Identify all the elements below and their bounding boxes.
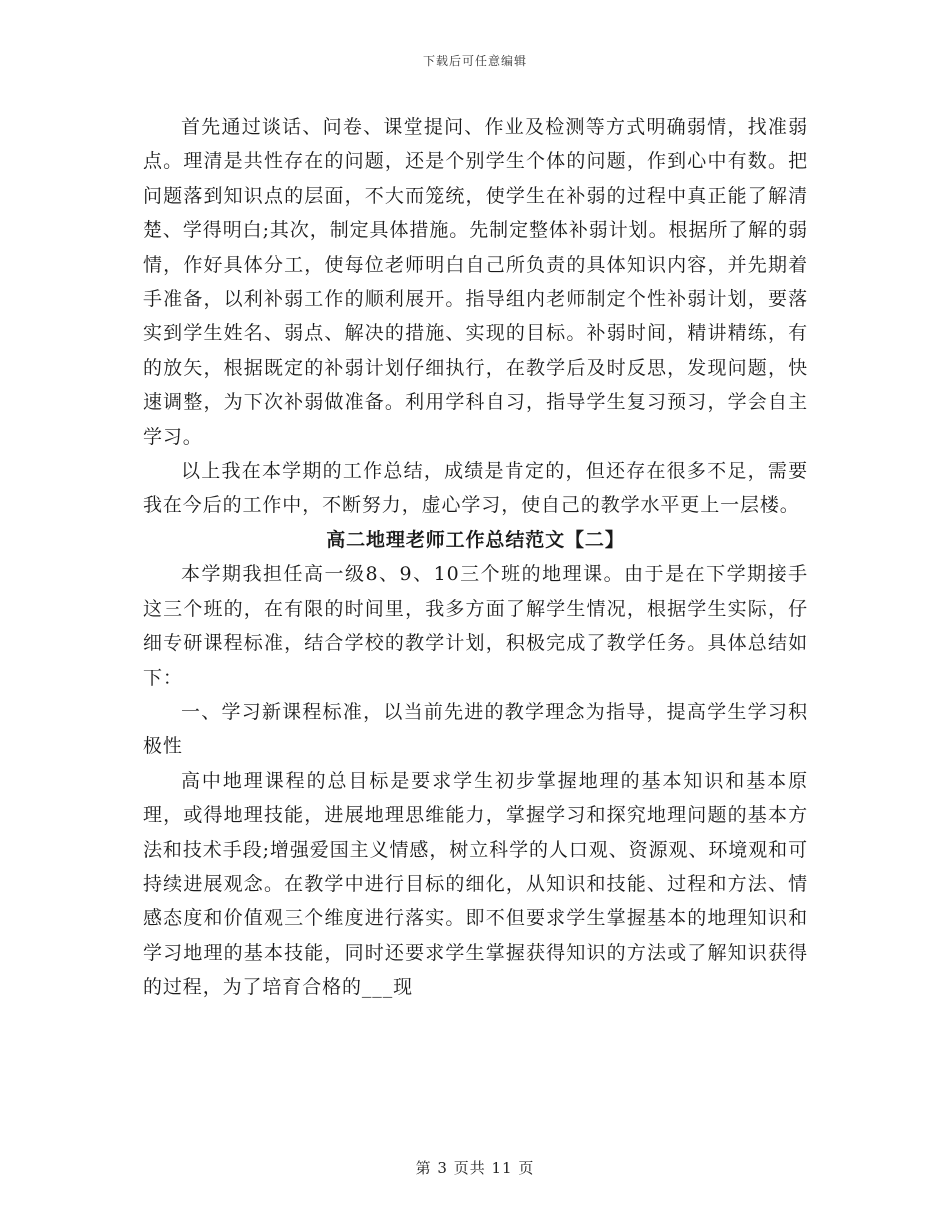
- paragraph: 一、学习新课程标准，以当前先进的教学理念为指导，提高学生学习积极性: [143, 700, 808, 758]
- document-body: [143, 110, 808, 1005]
- page-header: 下载后可任意编辑: [422, 54, 527, 68]
- paragraph: 高中地理课程的总目标是要求学生初步掌握地理的基本知识和基本原理，或得地理技能，进展地理思维能力，掌握学习和探究地理问题的基本方法和技术手段;增强爱国主义情感，树立科学的人口观、资源观、环境观和可持续进展观念。在教学中进行目标的细化，从知识和技能、过程和方法、情感态度和价值观三个维度进行落实。即不但要求学生掌握基本的地理知识和学习地理的基本技能，同时还要求学生掌握获得知识的方法或了解知识获得的过程，为了培育合格的___现: [143, 769, 808, 999]
- paragraph: 本学期我担任高一级8、9、10三个班的地理课。由于是在下学期接手这三个班的，在有限的时间里，我多方面了解学生情况，根据学生实际，仔细专研课程标准，结合学校的教学计划，积极完成了教学任务。具体总结如下：: [143, 563, 808, 689]
- page-footer: 第 3 页共 11 页: [415, 1159, 535, 1177]
- section-title: 高二地理老师工作总结范文【二】: [326, 528, 625, 551]
- paragraph: 首先通过谈话、问卷、课堂提问、作业及检测等方式明确弱情，找准弱点。理清是共性存在的问题，还是个别学生个体的问题，作到心中有数。把问题落到知识点的层面，不大而笼统，使学生在补弱的过程中真正能了解清楚、学得明白;其次，制定具体措施。先制定整体补弱计划。根据所了解的弱情，作好具体分工，使每位老师明白自己所负责的具体知识内容，并先期着手准备，以利补弱工作的顺利展开。指导组内老师制定个性补弱计划，要落实到学生姓名、弱点、解决的措施、实现的目标。补弱时间，精讲精练，有的放矢，根据既定的补弱计划仔细执行，在教学后及时反思，发现问题，快速调整，为下次补弱做准备。利用学科自习，指导学生复习预习，学会自主学习。: [143, 116, 808, 448]
- paragraph: 以上我在本学期的工作总结，成绩是肯定的，但还存在很多不足，需要我在今后的工作中，不断努力，虚心学习，使自己的教学水平更上一层楼。: [143, 460, 808, 517]
